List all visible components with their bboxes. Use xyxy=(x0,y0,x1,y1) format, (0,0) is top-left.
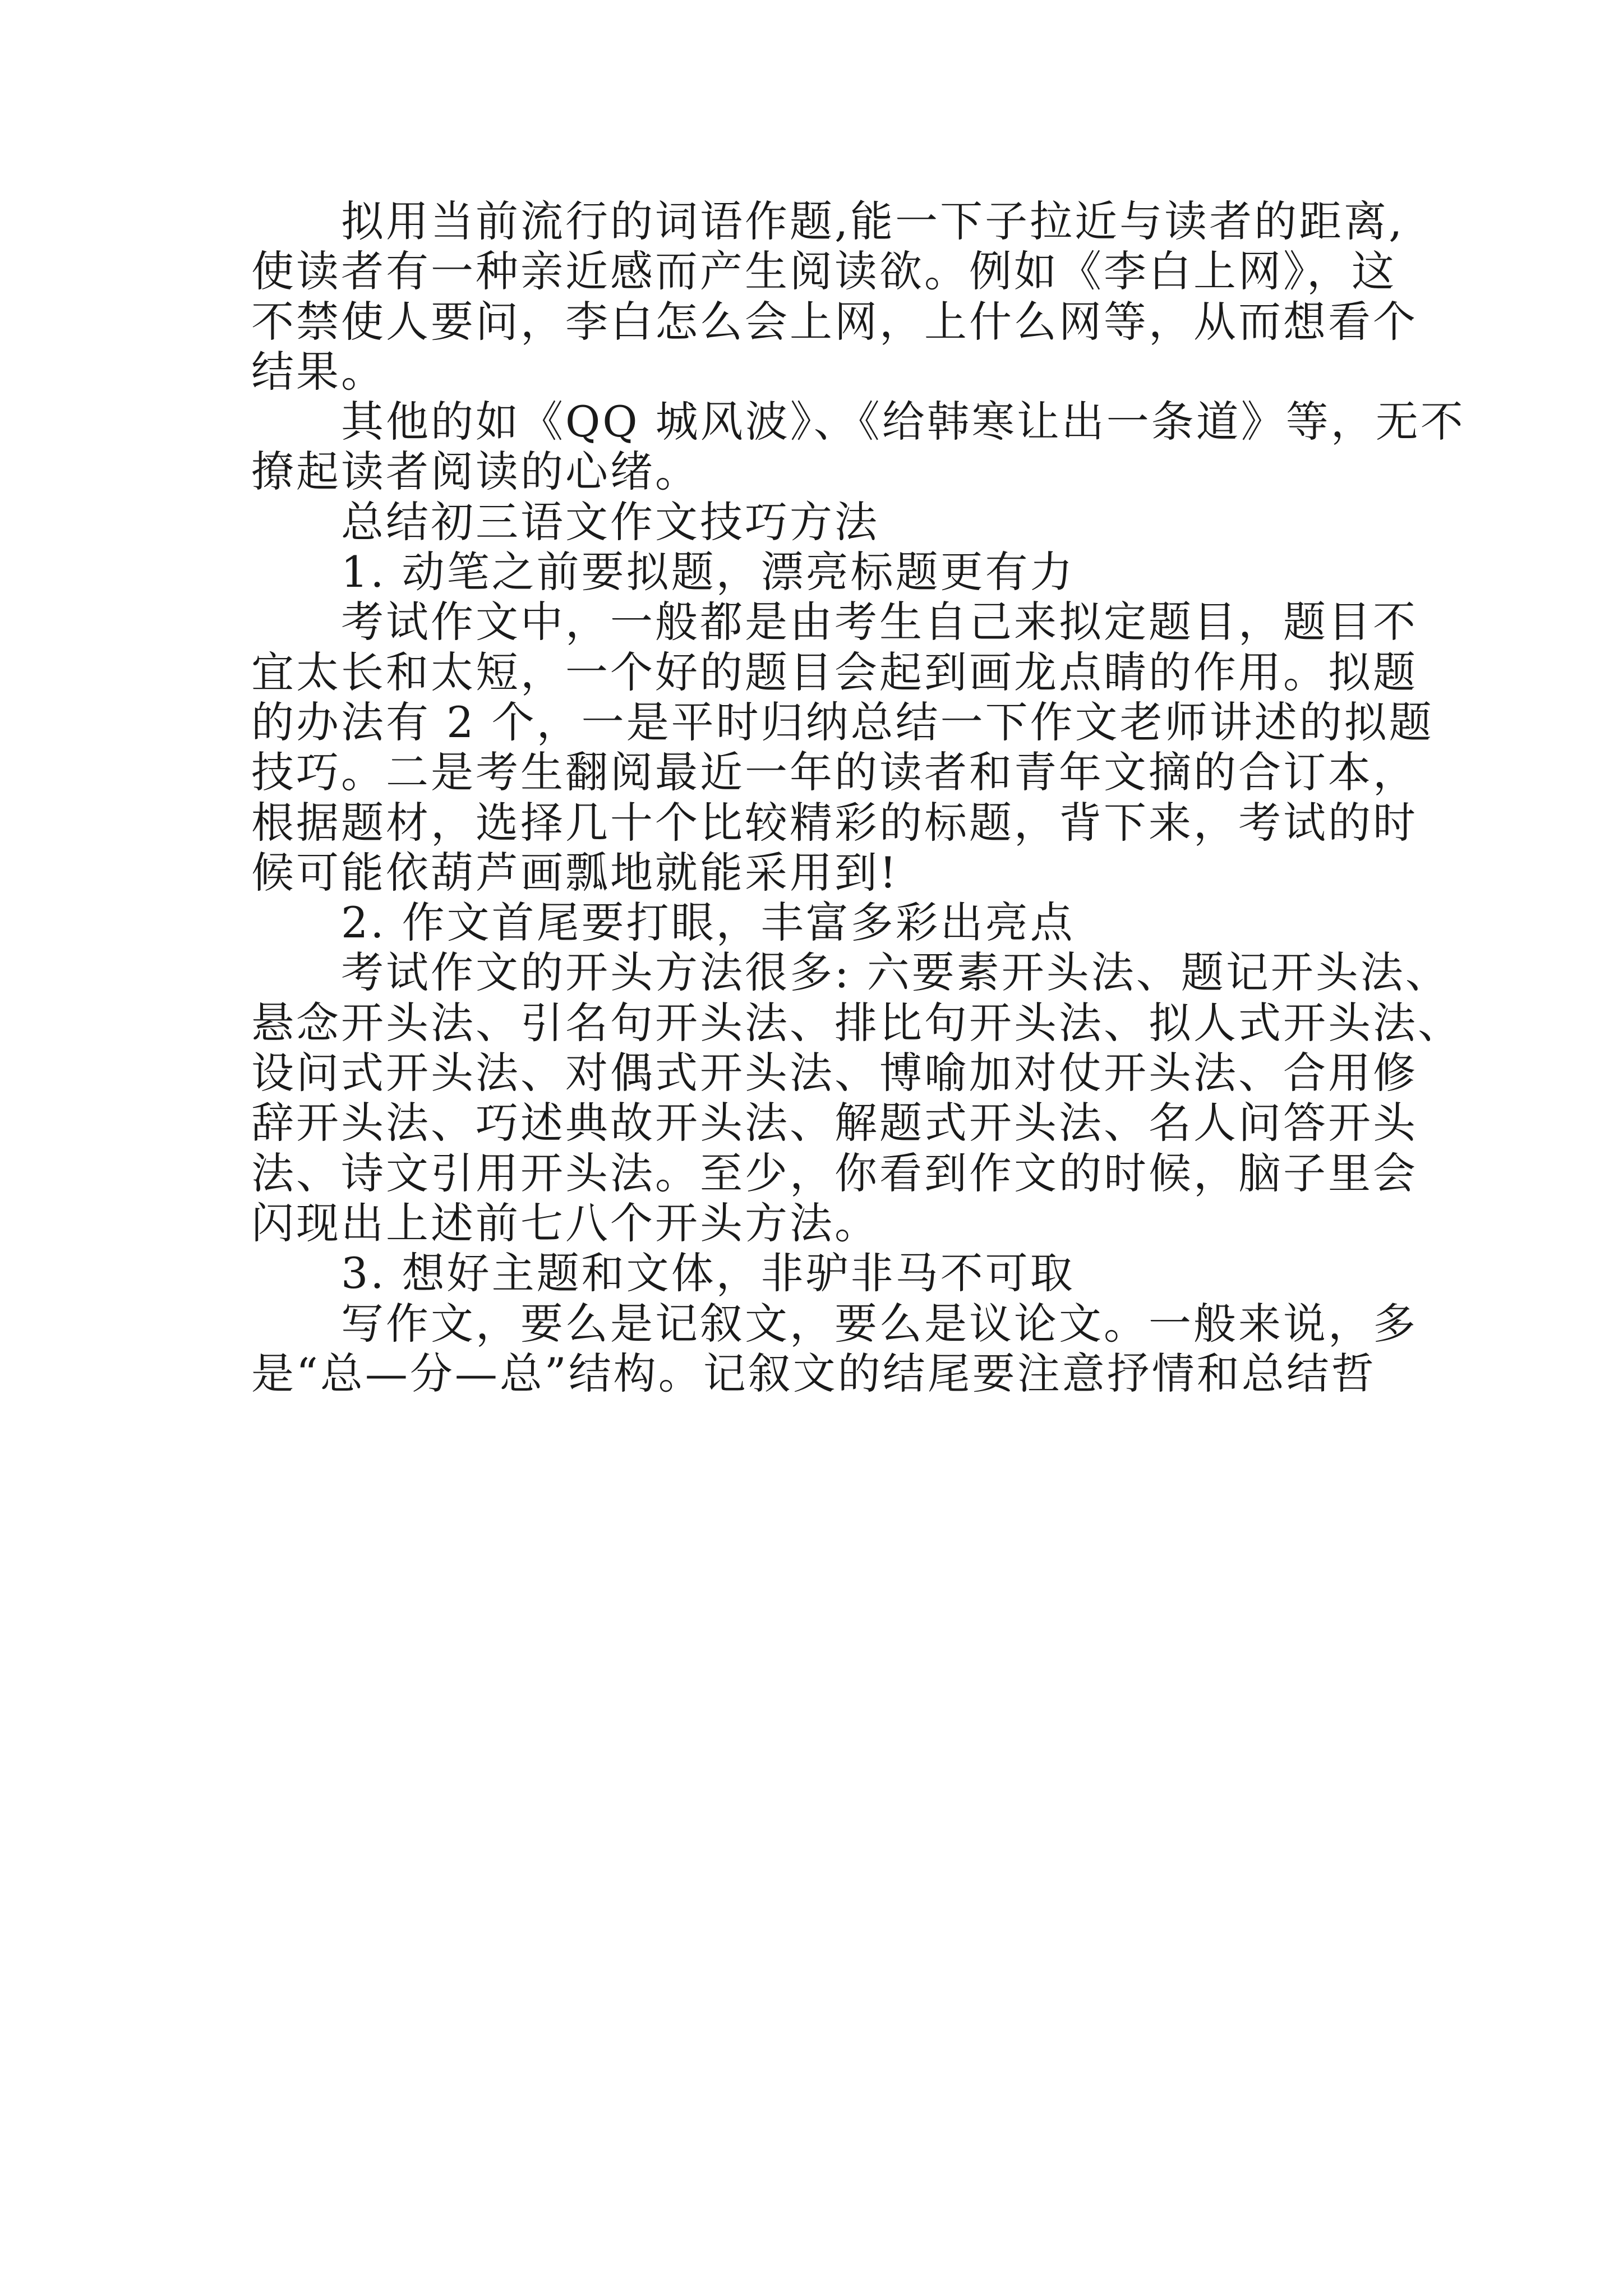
text-line: 使读者有一种亲近感而产生阅读欲。例如《李白上网》，这 xyxy=(251,246,1396,297)
text-line: 写作文，要么是记叙文，要么是议论文。一般来说，多 xyxy=(251,1298,1418,1349)
text-line: 其他的如《QQ 城风波》、《给韩寒让出一条道》等，无不 xyxy=(251,397,1465,447)
text-line: 宜太长和太短，一个好的题目会起到画龙点睛的作用。拟题 xyxy=(251,647,1418,697)
text-line: 辞开头法、巧述典故开头法、解题式开头法、名人问答开头 xyxy=(251,1098,1418,1148)
section-heading: 总结初三语文作文技巧方法 xyxy=(251,496,879,547)
text-line: 技巧。二是考生翻阅最近一年的读者和青年文摘的合订本， xyxy=(251,747,1418,798)
subheading: 1. 动笔之前要拟题，漂亮标题更有力 xyxy=(251,547,1075,597)
text-line: 是“总—分—总”结构。记叙文的结尾要注意抒情和总结哲 xyxy=(251,1348,1376,1398)
text-line: 撩起读者阅读的心绪。 xyxy=(251,447,700,497)
text-line: 候可能依葫芦画瓢地就能采用到! xyxy=(251,847,899,898)
text-line: 根据题材，选择几十个比较精彩的标题，背下来，考试的时 xyxy=(251,797,1418,848)
text-line: 悬念开头法、引名句开头法、排比句开头法、拟人式开头法、 xyxy=(251,997,1463,1048)
subheading: 3. 想好主题和文体，非驴非马不可取 xyxy=(251,1248,1075,1299)
text-line: 拟用当前流行的词语作题,能一下子拉近与读者的距离, xyxy=(251,196,1405,246)
text-line: 考试作文的开头方法很多: 六要素开头法、题记开头法、 xyxy=(251,947,1450,998)
subheading: 2. 作文首尾要打眼，丰富多彩出亮点 xyxy=(251,898,1075,948)
text-line: 不禁使人要问，李白怎么会上网，上什么网等，从而想看个 xyxy=(251,296,1418,347)
text-line: 法、诗文引用开头法。至少，你看到作文的时候，脑子里会 xyxy=(251,1148,1418,1198)
document-body xyxy=(251,196,1465,1398)
text-line: 设问式开头法、对偶式开头法、博喻加对仗开头法、合用修 xyxy=(251,1048,1418,1098)
text-line: 考试作文中，一般都是由考生自己来拟定题目，题目不 xyxy=(251,597,1418,647)
text-line: 的办法有 2 个，一是平时归纳总结一下作文老师讲述的拟题 xyxy=(251,697,1434,747)
text-line: 结果。 xyxy=(251,346,386,397)
text-line: 闪现出上述前七八个开头方法。 xyxy=(251,1198,879,1248)
